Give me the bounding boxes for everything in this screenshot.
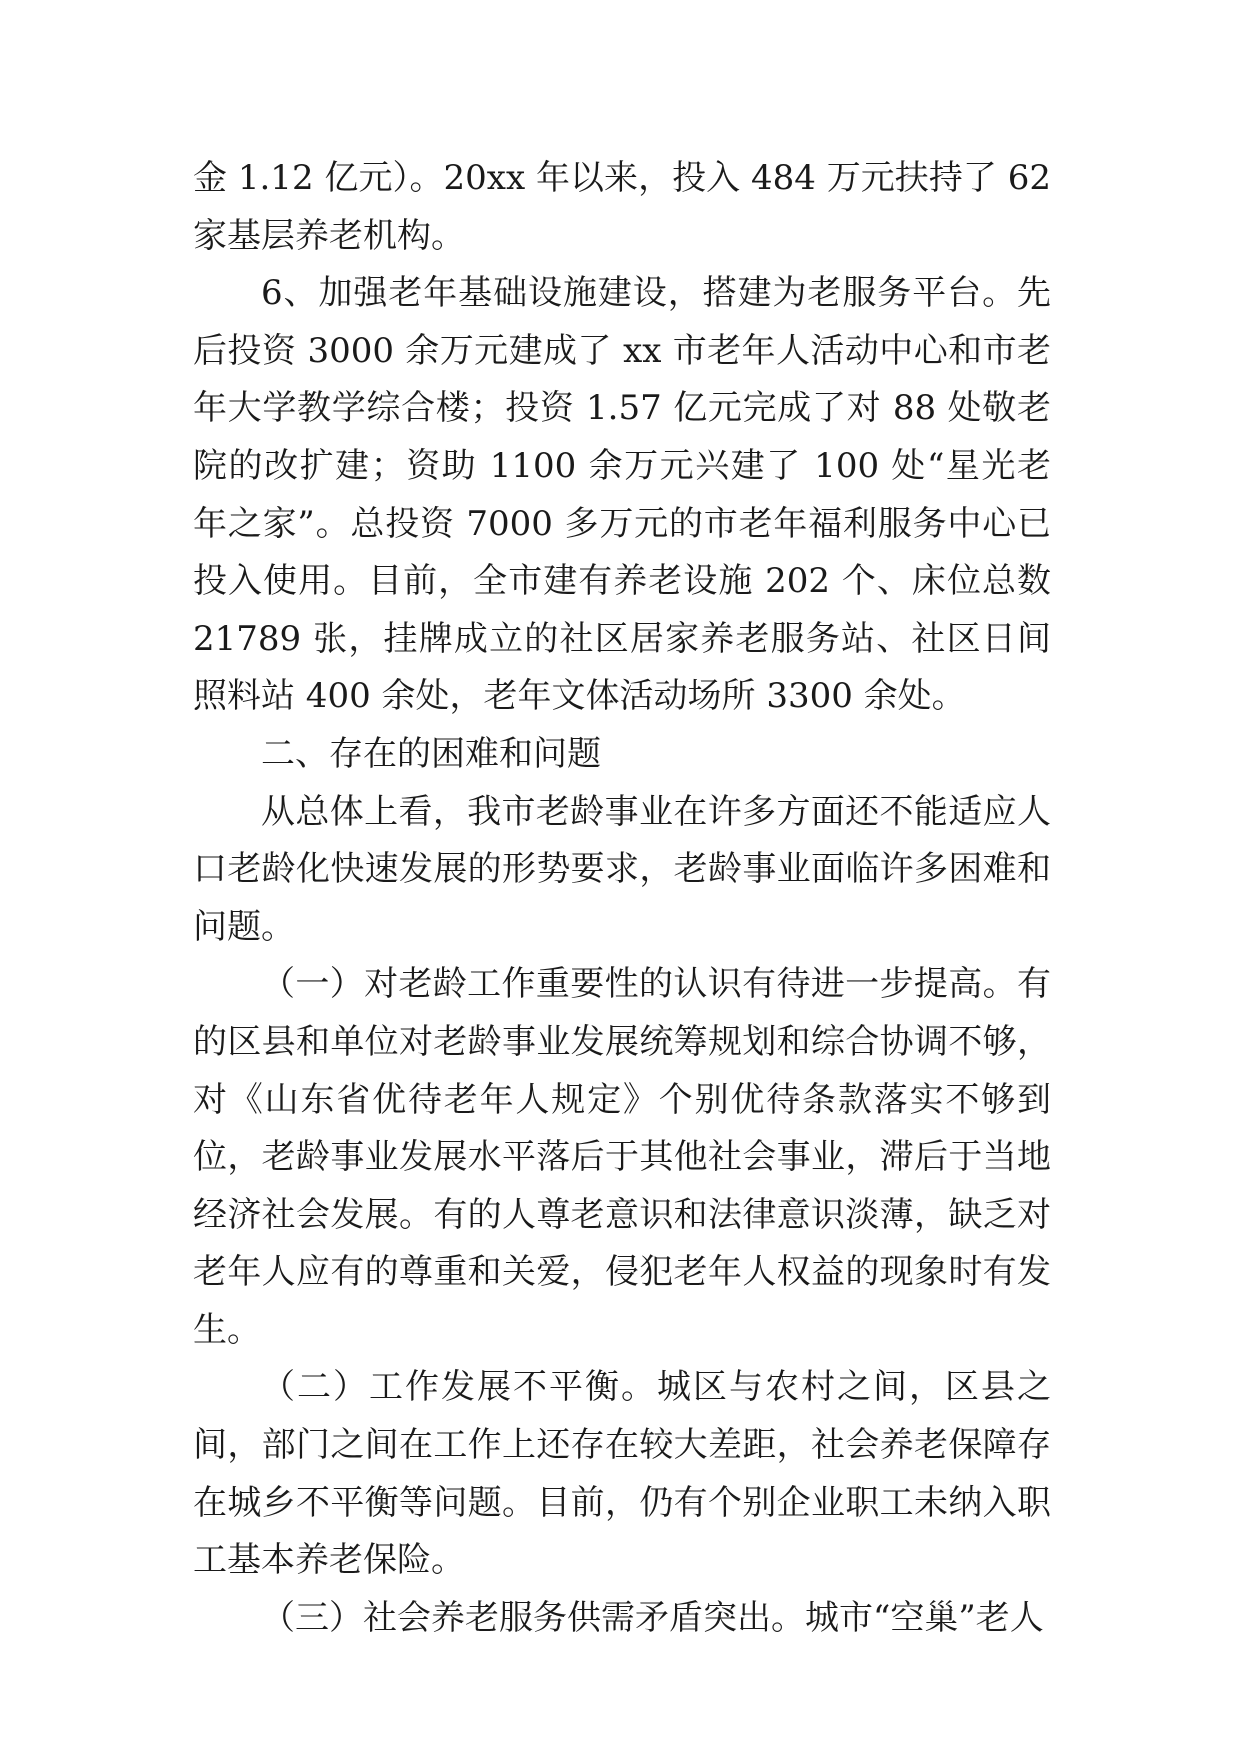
- paragraph-problem-one: （一）对老龄工作重要性的认识有待进一步提高。有的区县和单位对老龄事业发展统筹规划和综合协调不够，对《山东省优待老年人规定》个别优待条款落实不够到位，老龄事业发展水平落后于其他社会事业，滞后于当地经济社会发展。有的人尊老意识和法律意识淡薄，缺乏对老年人应有的尊重和关爱，侵犯老年人权益的现象时有发生。: [193, 964, 1051, 1350]
- section-heading-problems: 二、存在的困难和问题: [261, 733, 601, 774]
- paragraph-problem-three: （三）社会养老服务供需矛盾突出。城市“空巢”老人: [261, 1597, 1044, 1638]
- paragraph-continuation: 金 1.12 亿元）。20xx 年以来，投入 484 万元扶持了 62 家基层养老机构。: [193, 158, 1051, 256]
- paragraph-problem-two: （二）工作发展不平衡。城区与农村之间，区县之间，部门之间在工作上还存在较大差距，社会养老保障存在城乡不平衡等问题。目前，仍有个别企业职工未纳入职工基本养老保险。: [193, 1367, 1051, 1581]
- paragraph-overview: 从总体上看，我市老龄事业在许多方面还不能适应人口老龄化快速发展的形势要求，老龄事业面临许多困难和问题。: [193, 791, 1051, 947]
- document-body: [193, 150, 1051, 1647]
- paragraph-infrastructure: 6、加强老年基础设施建设，搭建为老服务平台。先后投资 3000 余万元建成了 xx 市老年人活动中心和市老年大学教学综合楼；投资 1.57 亿元完成了对 88 处敬老院的改扩建；资助 1100 余万元兴建了 100 处“星光老年之家”。总投资 7000 多万元的市老年福利服务中心已投入使用。目前，全市建有养老设施 202 个、床位总数 21789 张，挂牌成立的社区居家养老服务站、社区日间照料站 400 余处，老年文体活动场所 3300 余处。: [193, 273, 1051, 717]
